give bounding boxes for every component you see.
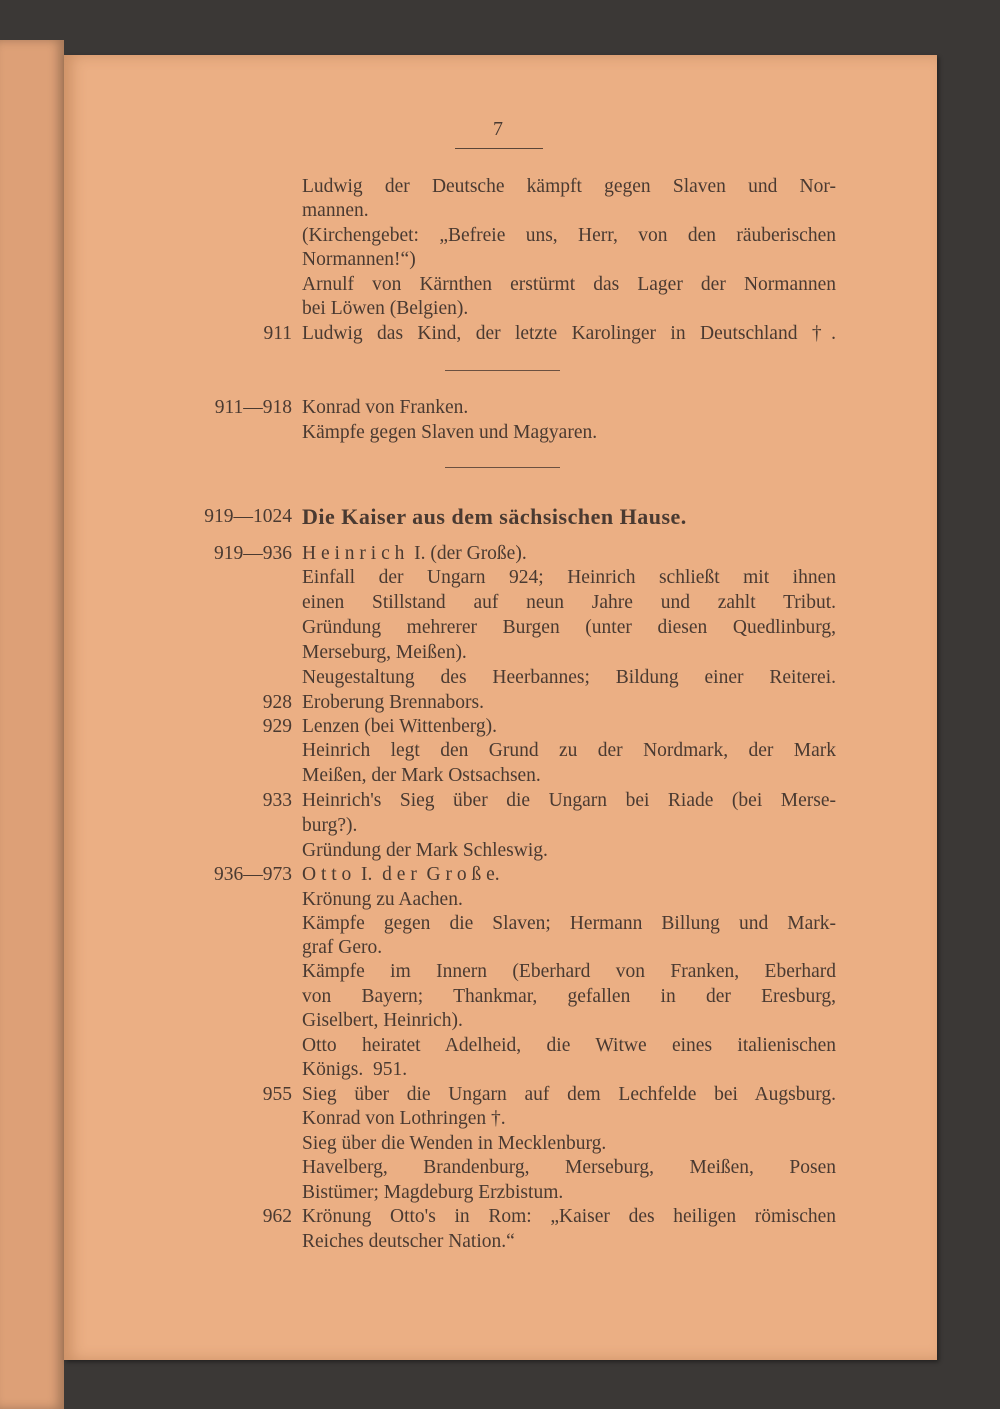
chronology-entry <box>150 1009 840 1033</box>
chronology-entry <box>150 273 840 297</box>
chronology-entry <box>150 789 840 813</box>
chronology-entry <box>150 888 840 912</box>
chronology-entry <box>150 863 840 887</box>
entry-text: Ludwig das Kind, der letzte Karolinger in Deutschland †. <box>302 323 836 344</box>
entry-text: Giselbert, Heinrich). <box>302 1010 463 1031</box>
chronology-entry <box>150 912 840 936</box>
chronology-entry <box>150 175 840 199</box>
entry-date: 928 <box>262 692 292 713</box>
entry-text: Meißen, der Mark Ostsachsen. <box>302 765 541 786</box>
chronology-entry <box>150 396 840 420</box>
chronology-entry <box>150 1058 840 1082</box>
chronology-entry <box>150 715 840 739</box>
entry-text: Kämpfe gegen die Slaven; Hermann Billung und Mark- <box>302 913 836 934</box>
section-divider <box>445 370 560 371</box>
entry-text: Bistümer; Magdeburg Erzbistum. <box>302 1182 564 1203</box>
chronology-entry <box>150 616 840 640</box>
chronology-entry <box>150 224 840 248</box>
entry-text: Ludwig der Deutsche kämpft gegen Slaven und Nor- <box>302 176 836 197</box>
chronology-entry <box>150 591 840 615</box>
chronology-entry <box>150 1083 840 1107</box>
entry-text: Merseburg, Meißen). <box>302 642 467 663</box>
entry-text: von Bayern; Thankmar, gefallen in der Eresburg, <box>302 986 836 1007</box>
chronology-entry <box>150 691 840 715</box>
chronology-entry <box>150 960 840 984</box>
chronology-entry <box>150 839 840 863</box>
chronology-entry <box>150 936 840 960</box>
chronology-entry <box>150 542 840 566</box>
chronology-entry <box>150 985 840 1009</box>
entry-text: bei Löwen (Belgien). <box>302 298 469 319</box>
chronology-entry <box>150 666 840 690</box>
chronology-entry <box>150 1230 840 1254</box>
page-number: 7 <box>493 118 503 140</box>
chronology-entry <box>150 764 840 788</box>
chronology-entry <box>150 814 840 838</box>
entry-date: 919—936 <box>214 543 292 564</box>
section-heading: Die Kaiser aus dem sächsischen Hause. <box>302 504 687 529</box>
entry-text: Gründung der Mark Schleswig. <box>302 840 548 861</box>
entry-text: Krönung zu Aachen. <box>302 889 463 910</box>
chronology-entry <box>150 1205 840 1229</box>
facing-page-edge <box>0 40 64 1409</box>
chronology-entry <box>150 1156 840 1180</box>
entry-text: Eroberung Brennabors. <box>302 692 484 713</box>
entry-text: Heinrich's Sieg über die Ungarn bei Riade (bei Merse- <box>302 790 836 811</box>
section-heading-row <box>150 505 840 529</box>
chronology-entry <box>150 566 840 590</box>
section-divider <box>445 467 560 468</box>
entry-date: 933 <box>262 790 292 811</box>
entry-text: Lenzen (bei Wittenberg). <box>302 716 498 737</box>
entry-date: 936—973 <box>214 864 292 885</box>
chronology-entry <box>150 1181 840 1205</box>
entry-text: Königs. 951. <box>302 1059 408 1080</box>
entry-text: Einfall der Ungarn 924; Heinrich schließt mit ihnen <box>302 567 836 588</box>
entry-text: Kämpfe im Innern (Eberhard von Franken, Eberhard <box>302 961 836 982</box>
entry-date: 955 <box>262 1084 292 1105</box>
entry-text: (Kirchengebet: „Befreie uns, Herr, von den räuberischen <box>302 225 836 246</box>
entry-text: einen Stillstand auf neun Jahre und zahlt Tribut. <box>302 592 836 613</box>
chronology-entry <box>150 421 840 445</box>
entry-text: graf Gero. <box>302 937 383 958</box>
entry-text: Konrad von Lothringen †. <box>302 1108 506 1129</box>
entry-date: 911—918 <box>214 397 292 418</box>
entry-text: Otto heiratet Adelheid, die Witwe eines italienischen <box>302 1035 836 1056</box>
entry-text: Heinrich legt den Grund zu der Nordmark, der Mark <box>302 740 836 761</box>
entry-text: Konrad von Franken. <box>302 397 469 418</box>
entry-text: Sieg über die Ungarn auf dem Lechfelde bei Augsburg. <box>302 1084 836 1105</box>
entry-text: mannen. <box>302 200 369 221</box>
entry-text: burg?). <box>302 815 358 836</box>
chronology-entry <box>150 248 840 272</box>
entry-text: Normannen!“) <box>302 249 416 270</box>
entry-date: 919—1024 <box>204 506 292 527</box>
entry-text: Krönung Otto's in Rom: „Kaiser des heiligen römischen <box>302 1206 836 1227</box>
entry-date: 962 <box>262 1206 292 1227</box>
chronology-entry <box>150 322 840 346</box>
entry-text: Neugestaltung des Heerbannes; Bildung einer Reiterei. <box>302 667 836 688</box>
chronology-entry <box>150 641 840 665</box>
entry-text: Sieg über die Wenden in Mecklenburg. <box>302 1133 607 1154</box>
chronology-entry <box>150 297 840 321</box>
chronology-entry <box>150 199 840 223</box>
entry-text: Reiches deutscher Nation.“ <box>302 1231 515 1252</box>
page-number-rule <box>455 148 543 149</box>
entry-text: Havelberg, Brandenburg, Merseburg, Meißen, Posen <box>302 1157 836 1178</box>
chronology-entry <box>150 1132 840 1156</box>
entry-text: Arnulf von Kärnthen erstürmt das Lager der Normannen <box>302 274 836 295</box>
entry-text: H e i n r i c h I. (der Große). <box>302 543 527 564</box>
chronology-entry <box>150 739 840 763</box>
entry-text: O t t o I. d e r G r o ß e. <box>302 864 500 885</box>
chronology-entry <box>150 1034 840 1058</box>
entry-text: Kämpfe gegen Slaven und Magyaren. <box>302 422 598 443</box>
chronology-entry <box>150 1107 840 1131</box>
entry-date: 911 <box>263 323 292 344</box>
entry-text: Gründung mehrerer Burgen (unter diesen Quedlinburg, <box>302 617 836 638</box>
entry-date: 929 <box>262 716 292 737</box>
